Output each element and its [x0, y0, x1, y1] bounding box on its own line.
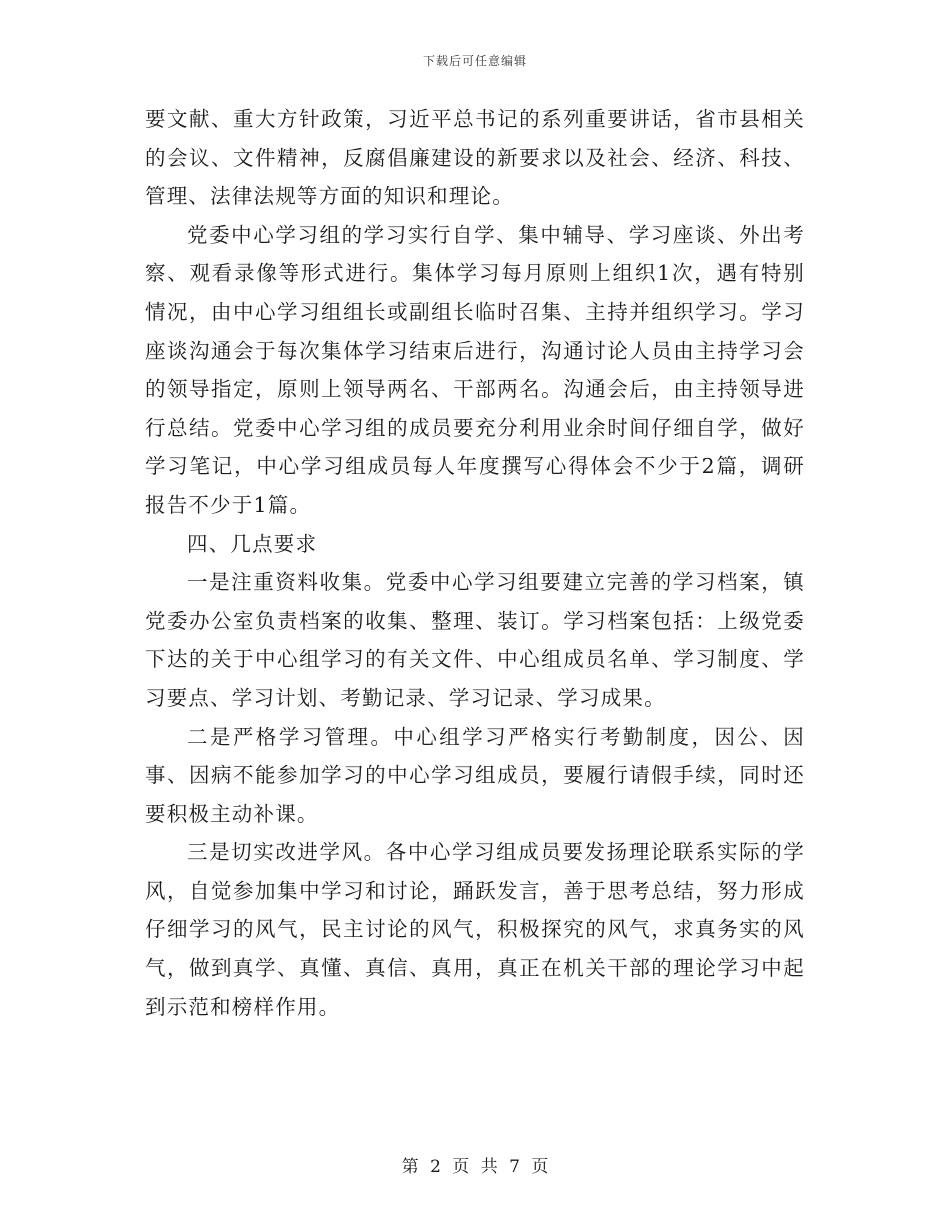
- paragraph-3: 一是注重资料收集。党委中心学习组要建立完善的学习档案，镇党委办公室负责档案的收集、整理、装订。学习档案包括：上级党委下达的关于中心组学习的有关文件、中心组成员名单、学习制度、学习要点、学习计划、考勤记录、学习记录、学习成果。: [145, 570, 805, 710]
- paragraph-4: 二是严格学习管理。中心组学习严格实行考勤制度，因公、因事、因病不能参加学习的中心学习组成员，要履行请假手续，同时还要积极主动补课。: [145, 724, 805, 826]
- page-header: 下载后可任意编辑: [422, 54, 527, 68]
- document-body: [145, 100, 805, 1026]
- paragraph-2: 党委中心学习组的学习实行自学、集中辅导、学习座谈、外出考察、观看录像等形式进行。集体学习每月原则上组织1次，遇有特别情况，由中心学习组组长或副组长临时召集、主持并组织学习。学习座谈沟通会于每次集体学习结束后进行，沟通讨论人员由主持学习会的领导指定，原则上领导两名、干部两名。沟通会后，由主持领导进行总结。党委中心学习组的成员要充分利用业余时间仔细自学，做好学习笔记，中心学习组成员每人年度撰写心得体会不少于2篇，调研报告不少于1篇。: [145, 222, 805, 517]
- page-number: 第 2 页 共 7 页: [401, 1157, 549, 1177]
- section-heading: 四、几点要求: [187, 531, 318, 556]
- paragraph-5: 三是切实改进学风。各中心学习组成员要发扬理论联系实际的学风，自觉参加集中学习和讨论，踊跃发言，善于思考总结，努力形成仔细学习的风气，民主讨论的风气，积极探究的风气，求真务实的风气，做到真学、真懂、真信、真用，真正在机关干部的理论学习中起到示范和榜样作用。: [145, 840, 805, 1019]
- paragraph-1: 要文献、重大方针政策，习近平总书记的系列重要讲话，省市县相关的会议、文件精神，反腐倡廉建设的新要求以及社会、经济、科技、管理、法律法规等方面的知识和理论。: [145, 107, 805, 209]
